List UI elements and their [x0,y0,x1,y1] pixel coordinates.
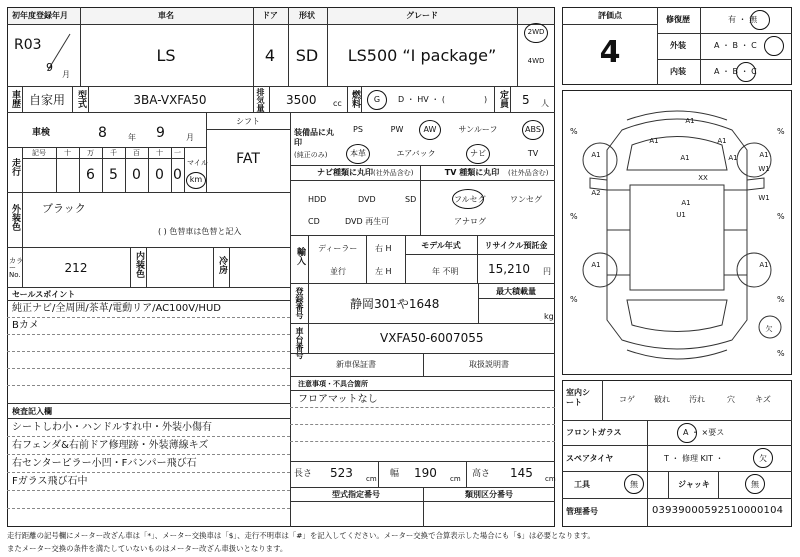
spare-selected: 欠 [759,454,767,463]
sales-point-line: Bカメ [12,320,39,331]
jack-label: ジャッキ [678,480,710,489]
equipment-item: ABS [525,125,541,134]
door-label: ドア [262,11,278,20]
drive-2wd: 2WD [527,28,545,36]
equipment-item: 本革 [350,149,366,158]
damage-mark: 欠 [765,325,773,333]
tools-value: 無 [630,480,638,489]
inspector-line: 右センターピラー小凹・Fバンパー飛び石 [12,458,197,469]
interior-cond-item: 破れ [654,395,670,404]
inspector-rule [7,436,290,437]
chassis: VXFA50-6007055 [380,331,484,345]
color-note: ( ) 色替車は色替と記入 [158,227,242,236]
sales-rule [7,334,290,335]
equipment-item: PW [390,125,404,134]
interior-options: A ・ B ・ C [714,67,757,76]
footer-line1: 走行距離の記号欄にメーター改ざん車は「*」、メーター交換車は「$」、走行不明車は「#」を記入してください。メーター交換で合算表示した場合にも「$」は必要となります。 [7,531,595,540]
windshield-options: A ・ ×要ス [683,428,725,437]
interior-cond-item: 穴 [727,395,735,404]
inspector-rule [7,490,290,491]
recycle-unit: 円 [543,267,551,276]
chassis-label: 車台番号 [295,327,304,359]
inspector-line: シートしわ小・ハンドルすれ中・外装小傷有 [12,422,212,433]
interior-color-label: 内装色 [134,251,144,278]
ac-label: 冷房 [217,256,227,274]
damage-mark: XX [698,174,708,182]
fuel-options: D ・ HV ・ ( [398,95,445,104]
interior-circle [736,62,756,82]
percent-mark: % [570,127,578,136]
exterior-label: 外装 [670,41,686,50]
color-value: ブラック [42,202,86,215]
mile-label: マイル [187,159,208,167]
fuel-close: ) [484,95,488,104]
height: 145 [510,466,533,480]
equipment-item: PS [353,125,363,134]
mileage-col-header: 万 [87,149,94,157]
repair-options: 有 ・ 無 [728,15,758,24]
mileage-col-header: 一 [174,149,181,157]
sales-point-line: 純正ナビ/全周囲/茶革/電動リア/AC100V/HUD [12,303,221,314]
sales-rule [7,317,290,318]
inspector-rule [7,454,290,455]
mileage-col-header: 百 [133,149,140,157]
shape: SD [295,46,319,65]
import-dealer: ディーラー [318,244,358,253]
notes-label: 注意事項・不具合箇所 [298,380,368,388]
mileage-digit: 5 [109,167,118,183]
percent-mark: % [777,349,785,358]
fuel-label: 燃料 [350,90,360,108]
class-label: 類別区分番号 [465,490,513,499]
inspector-rule [7,472,290,473]
type-cert-label: 型式指定番号 [332,490,380,499]
inspection-year: 8 [98,125,107,141]
navi-dvd: DVD [358,195,376,204]
windshield-label: フロントガラス [566,428,622,437]
import-left-h: 左 H [375,267,392,276]
doors: 4 [264,46,276,65]
jack-value: 無 [751,480,759,489]
new-warranty: 新車保証書 [336,360,376,369]
notes-line: フロアマットなし [298,394,378,405]
color-no-label: カラーNo. [9,257,23,279]
repair-circle [750,10,770,30]
car-diagram [562,90,792,375]
displacement: 3500 [286,93,317,107]
notes-rule [290,407,555,408]
tv-analog: アナログ [454,217,486,226]
percent-mark: % [570,295,578,304]
inspector-label: 検査記入欄 [12,407,52,416]
manual: 取扱説明書 [469,360,509,369]
mileage-digit: 0 [155,167,164,183]
damage-mark: A1 [759,151,769,159]
fuel-selected: G [373,95,381,104]
km-label: km [189,175,203,184]
percent-mark: % [777,295,785,304]
damage-mark: W1 [758,165,770,173]
equipment-item: TV [527,149,539,158]
first-reg-month-unit: 月 [62,70,70,79]
grade-label: グレード [406,11,438,20]
color-no: 212 [64,261,88,275]
mileage-digit: 0 [132,167,141,183]
footer-line2: またメーター交換の条件を満たしていないものはメーター改ざん車扱いとなります。 [7,544,288,553]
notes-rule [290,441,555,442]
damage-mark: A1 [649,137,659,145]
interior-cond-item: 汚れ [689,395,705,404]
notes-rule [290,424,555,425]
first-reg-era: R03 [14,37,42,53]
recycle-label: リサイクル預託金 [484,241,548,250]
damage-mark: A1 [717,137,727,145]
equipment-label: 装備品に丸印 [294,128,334,148]
width-label: 幅 [390,469,400,479]
damage-mark: A1 [685,117,695,125]
damage-mark: A1 [681,199,691,207]
percent-mark: % [777,212,785,221]
displacement-label: 排気量 [256,88,265,112]
recycle: 15,210 [488,262,530,276]
tv-label: TV 種類に丸印 [444,168,500,177]
damage-mark: A1 [591,261,601,269]
equipment-item: サンルーフ [458,125,498,134]
inspection-month-unit: 月 [186,133,194,142]
usage: 自家用 [28,93,66,107]
exterior-options: A ・ B ・ C [714,41,757,50]
equipment-sub: (純正のみ) [294,151,328,159]
length-cm: cm [366,475,377,483]
inspection-month: 9 [156,125,165,141]
spare-options: T ・ 修理 KIT ・ [664,454,724,463]
mileage-col-header: 十 [64,149,71,157]
management-value: 03939000592510000104 [652,505,784,516]
sales-points-label: セールスポイント [12,290,76,299]
width-cm: cm [450,475,461,483]
height-label: 高さ [472,469,491,479]
height-cm: cm [545,475,556,483]
tv-sub: (社外品含む) [508,169,549,177]
grade: LS500 “I package” [347,46,497,65]
navi-sd: SD [405,195,417,204]
first-reg-month: 9 [46,61,53,74]
navi-dvd-play: DVD 再生可 [345,217,390,226]
mileage-digit: 0 [173,167,182,183]
import-parallel: 並行 [330,267,346,276]
length-label: 長さ [294,469,313,479]
interior-cond-item: キズ [755,395,771,404]
damage-mark: A1 [759,261,769,269]
car-name: LS [156,46,176,65]
mileage-label: 走行 [10,158,20,176]
color-label: 外装色 [10,204,20,231]
capacity-unit: 人 [541,99,549,108]
model-year: 年 不明 [432,267,459,276]
tv-oneseg: ワンセグ [510,195,542,204]
length: 523 [330,466,353,480]
import-right-h: 右 H [375,244,392,253]
drive-4wd: 4WD [527,57,545,65]
percent-mark: % [570,212,578,221]
mileage-digit: 6 [86,167,95,183]
navi-hdd: HDD [308,195,327,204]
damage-mark: A1 [680,154,690,162]
spare-label: スペアタイヤ [566,454,614,463]
mileage-col-header: 記号 [32,149,46,157]
inspector-line: 右フェンダ&右前ドア修理跡・外装薄線キズ [12,440,209,451]
shift: FAT [236,151,260,167]
interior-label: 内装 [670,67,686,76]
percent-mark: % [777,127,785,136]
model-year-label: モデル年式 [421,241,461,250]
equipment-item: ナビ [470,149,486,158]
equipment-item: エアバック [396,149,436,158]
navi-label: ナビ種類に丸印 [317,168,373,177]
width: 190 [414,466,437,480]
registration-label: 登録番号 [295,287,304,319]
damage-mark: A1 [728,154,738,162]
tv-fullseg: フルセグ [454,195,486,204]
mileage-col-header: 千 [110,149,117,157]
tools-label: 工具 [574,480,590,489]
shape-label: 形状 [299,11,315,20]
score-label: 評価点 [598,11,622,20]
usage-label: 車歴 [10,90,20,108]
sales-rule [7,351,290,352]
shift-label: シフト [236,117,260,126]
mileage-col-header: 十 [156,149,163,157]
capacity-label: 定員 [498,90,508,108]
model-label: 型式 [76,90,86,108]
navi-sub: (社外品含む) [373,169,414,177]
model: 3BA-VXFA50 [133,93,207,107]
equipment-item: AW [423,125,437,134]
damage-mark: A2 [591,189,601,197]
interior-cond-item: コゲ [619,395,635,404]
first-reg-label: 初年度登録年月 [12,11,68,20]
interior-cond-label: 室内シート [566,388,590,408]
inspector-rule [7,508,290,509]
car-name-label: 車名 [158,11,174,20]
cc-unit: cc [333,99,342,108]
damage-mark: W1 [758,194,770,202]
inspection-year-unit: 年 [128,133,136,142]
max-load-label: 最大積載量 [496,287,536,296]
capacity: 5 [522,93,530,107]
max-load-kg: kg [544,312,554,321]
import-label: 輸入 [295,247,305,265]
score-value: 4 [599,35,621,70]
management-label: 管理番号 [566,507,598,516]
damage-mark: A1 [591,151,601,159]
inspector-line: Fガラス飛び石中 [12,476,88,487]
navi-cd: CD [308,217,320,226]
inspection-label: 車検 [32,128,51,138]
sales-rule [7,385,290,386]
repair-label: 修復歴 [666,15,690,24]
damage-mark: U1 [676,211,686,219]
registration-value: 静岡301や1648 [350,297,440,311]
exterior-circle [764,36,784,56]
sales-rule [7,368,290,369]
